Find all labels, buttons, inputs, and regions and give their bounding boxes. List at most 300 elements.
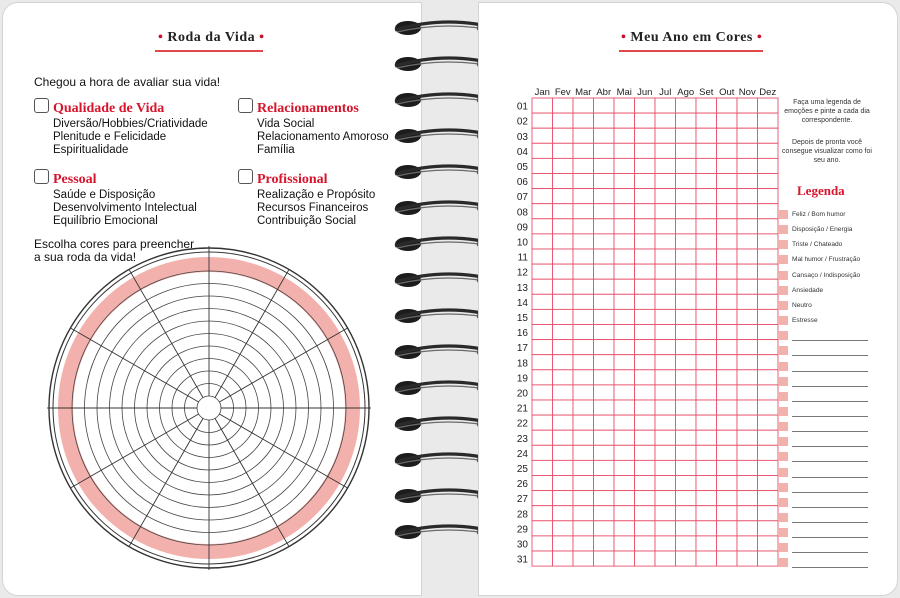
day-cell[interactable] — [737, 143, 758, 158]
day-cell[interactable] — [676, 400, 697, 415]
day-cell[interactable] — [758, 309, 779, 324]
day-cell[interactable] — [532, 491, 553, 506]
day-cell[interactable] — [594, 309, 615, 324]
day-cell[interactable] — [573, 174, 594, 189]
day-cell[interactable] — [717, 445, 738, 460]
day-cell[interactable] — [717, 355, 738, 370]
day-cell[interactable] — [676, 128, 697, 143]
day-cell[interactable] — [696, 460, 717, 475]
day-cell[interactable] — [655, 476, 676, 491]
day-cell[interactable] — [532, 536, 553, 551]
day-cell[interactable] — [573, 158, 594, 173]
day-cell[interactable] — [532, 249, 553, 264]
day-cell[interactable] — [655, 536, 676, 551]
day-cell[interactable] — [676, 430, 697, 445]
day-cell[interactable] — [594, 174, 615, 189]
day-cell[interactable] — [696, 279, 717, 294]
day-cell[interactable] — [532, 204, 553, 219]
day-cell[interactable] — [717, 128, 738, 143]
day-cell[interactable] — [635, 264, 656, 279]
day-cell[interactable] — [717, 325, 738, 340]
day-cell[interactable] — [676, 370, 697, 385]
day-cell[interactable] — [594, 340, 615, 355]
day-cell[interactable] — [594, 355, 615, 370]
day-cell[interactable] — [532, 551, 553, 566]
day-cell[interactable] — [532, 98, 553, 113]
day-cell[interactable] — [676, 309, 697, 324]
day-cell[interactable] — [758, 189, 779, 204]
day-cell[interactable] — [696, 491, 717, 506]
day-cell[interactable] — [594, 491, 615, 506]
day-cell[interactable] — [635, 415, 656, 430]
day-cell[interactable] — [676, 476, 697, 491]
legend-swatch[interactable] — [778, 225, 788, 234]
day-cell[interactable] — [696, 128, 717, 143]
day-cell[interactable] — [614, 98, 635, 113]
day-cell[interactable] — [737, 506, 758, 521]
day-cell[interactable] — [717, 415, 738, 430]
day-cell[interactable] — [553, 521, 574, 536]
day-cell[interactable] — [553, 309, 574, 324]
day-cell[interactable] — [737, 294, 758, 309]
day-cell[interactable] — [553, 234, 574, 249]
legend-swatch[interactable] — [778, 346, 788, 355]
day-cell[interactable] — [635, 204, 656, 219]
day-cell[interactable] — [573, 370, 594, 385]
legend-swatch[interactable] — [778, 528, 788, 537]
day-cell[interactable] — [696, 506, 717, 521]
day-cell[interactable] — [717, 174, 738, 189]
day-cell[interactable] — [737, 460, 758, 475]
day-cell[interactable] — [532, 158, 553, 173]
legend-swatch[interactable] — [778, 407, 788, 416]
day-cell[interactable] — [655, 551, 676, 566]
day-cell[interactable] — [635, 234, 656, 249]
day-cell[interactable] — [737, 204, 758, 219]
day-cell[interactable] — [532, 430, 553, 445]
day-cell[interactable] — [532, 385, 553, 400]
day-cell[interactable] — [532, 445, 553, 460]
day-cell[interactable] — [553, 219, 574, 234]
day-cell[interactable] — [573, 385, 594, 400]
day-cell[interactable] — [758, 204, 779, 219]
day-cell[interactable] — [696, 264, 717, 279]
day-cell[interactable] — [655, 174, 676, 189]
day-cell[interactable] — [553, 249, 574, 264]
day-cell[interactable] — [758, 325, 779, 340]
day-cell[interactable] — [717, 506, 738, 521]
day-cell[interactable] — [573, 430, 594, 445]
day-cell[interactable] — [614, 249, 635, 264]
day-cell[interactable] — [594, 264, 615, 279]
day-cell[interactable] — [758, 370, 779, 385]
day-cell[interactable] — [737, 491, 758, 506]
day-cell[interactable] — [758, 415, 779, 430]
day-cell[interactable] — [635, 249, 656, 264]
day-cell[interactable] — [635, 189, 656, 204]
day-cell[interactable] — [573, 476, 594, 491]
day-cell[interactable] — [594, 128, 615, 143]
legend-swatch[interactable] — [778, 240, 788, 249]
year-grid[interactable] — [509, 81, 779, 571]
day-cell[interactable] — [573, 400, 594, 415]
day-cell[interactable] — [635, 430, 656, 445]
day-cell[interactable] — [696, 309, 717, 324]
legend-blank-line[interactable] — [792, 492, 868, 493]
day-cell[interactable] — [594, 219, 615, 234]
legend-swatch[interactable] — [778, 286, 788, 295]
day-cell[interactable] — [696, 113, 717, 128]
legend-swatch[interactable] — [778, 301, 788, 310]
day-cell[interactable] — [655, 340, 676, 355]
day-cell[interactable] — [553, 264, 574, 279]
day-cell[interactable] — [758, 536, 779, 551]
day-cell[interactable] — [614, 491, 635, 506]
day-cell[interactable] — [758, 340, 779, 355]
legend-blank-line[interactable] — [792, 386, 868, 387]
day-cell[interactable] — [573, 113, 594, 128]
day-cell[interactable] — [737, 189, 758, 204]
day-cell[interactable] — [676, 189, 697, 204]
day-cell[interactable] — [594, 143, 615, 158]
day-cell[interactable] — [655, 143, 676, 158]
day-cell[interactable] — [676, 551, 697, 566]
day-cell[interactable] — [717, 340, 738, 355]
day-cell[interactable] — [655, 400, 676, 415]
day-cell[interactable] — [717, 491, 738, 506]
day-cell[interactable] — [553, 158, 574, 173]
day-cell[interactable] — [553, 370, 574, 385]
day-cell[interactable] — [717, 234, 738, 249]
day-cell[interactable] — [614, 279, 635, 294]
day-cell[interactable] — [717, 370, 738, 385]
day-cell[interactable] — [676, 174, 697, 189]
day-cell[interactable] — [737, 128, 758, 143]
day-cell[interactable] — [696, 430, 717, 445]
day-cell[interactable] — [614, 189, 635, 204]
legend-blank-line[interactable] — [792, 401, 868, 402]
day-cell[interactable] — [573, 264, 594, 279]
day-cell[interactable] — [614, 143, 635, 158]
legend-blank-line[interactable] — [792, 552, 868, 553]
legend-blank-line[interactable] — [792, 416, 868, 417]
day-cell[interactable] — [573, 279, 594, 294]
day-cell[interactable] — [655, 491, 676, 506]
day-cell[interactable] — [614, 385, 635, 400]
day-cell[interactable] — [696, 385, 717, 400]
day-cell[interactable] — [758, 521, 779, 536]
day-cell[interactable] — [594, 445, 615, 460]
day-cell[interactable] — [676, 234, 697, 249]
day-cell[interactable] — [635, 158, 656, 173]
day-cell[interactable] — [553, 430, 574, 445]
day-cell[interactable] — [655, 219, 676, 234]
day-cell[interactable] — [655, 189, 676, 204]
day-cell[interactable] — [635, 279, 656, 294]
day-cell[interactable] — [696, 476, 717, 491]
legend-blank-line[interactable] — [792, 340, 868, 341]
day-cell[interactable] — [614, 325, 635, 340]
day-cell[interactable] — [737, 234, 758, 249]
day-cell[interactable] — [676, 536, 697, 551]
day-cell[interactable] — [676, 113, 697, 128]
legend-blank-line[interactable] — [792, 461, 868, 462]
day-cell[interactable] — [614, 113, 635, 128]
day-cell[interactable] — [553, 491, 574, 506]
day-cell[interactable] — [655, 430, 676, 445]
day-cell[interactable] — [532, 174, 553, 189]
day-cell[interactable] — [635, 128, 656, 143]
day-cell[interactable] — [655, 158, 676, 173]
day-cell[interactable] — [717, 279, 738, 294]
day-cell[interactable] — [717, 400, 738, 415]
day-cell[interactable] — [655, 249, 676, 264]
day-cell[interactable] — [696, 340, 717, 355]
day-cell[interactable] — [758, 294, 779, 309]
day-cell[interactable] — [717, 219, 738, 234]
day-cell[interactable] — [553, 400, 574, 415]
day-cell[interactable] — [635, 400, 656, 415]
day-cell[interactable] — [635, 536, 656, 551]
day-cell[interactable] — [676, 385, 697, 400]
day-cell[interactable] — [717, 536, 738, 551]
day-cell[interactable] — [553, 385, 574, 400]
day-cell[interactable] — [573, 309, 594, 324]
day-cell[interactable] — [676, 204, 697, 219]
day-cell[interactable] — [553, 445, 574, 460]
day-cell[interactable] — [594, 400, 615, 415]
day-cell[interactable] — [573, 551, 594, 566]
day-cell[interactable] — [635, 219, 656, 234]
day-cell[interactable] — [614, 521, 635, 536]
day-cell[interactable] — [614, 551, 635, 566]
legend-swatch[interactable] — [778, 377, 788, 386]
day-cell[interactable] — [717, 309, 738, 324]
day-cell[interactable] — [553, 536, 574, 551]
day-cell[interactable] — [758, 219, 779, 234]
day-cell[interactable] — [737, 219, 758, 234]
day-cell[interactable] — [696, 189, 717, 204]
day-cell[interactable] — [532, 309, 553, 324]
day-cell[interactable] — [655, 460, 676, 475]
day-cell[interactable] — [573, 189, 594, 204]
life-wheel[interactable] — [47, 246, 371, 570]
day-cell[interactable] — [737, 521, 758, 536]
day-cell[interactable] — [614, 158, 635, 173]
day-cell[interactable] — [676, 98, 697, 113]
day-cell[interactable] — [532, 113, 553, 128]
day-cell[interactable] — [573, 340, 594, 355]
day-cell[interactable] — [737, 355, 758, 370]
day-cell[interactable] — [655, 506, 676, 521]
day-cell[interactable] — [553, 143, 574, 158]
day-cell[interactable] — [532, 128, 553, 143]
day-cell[interactable] — [737, 430, 758, 445]
day-cell[interactable] — [758, 476, 779, 491]
day-cell[interactable] — [655, 98, 676, 113]
checkbox-profissional[interactable] — [238, 169, 253, 184]
day-cell[interactable] — [758, 264, 779, 279]
day-cell[interactable] — [594, 234, 615, 249]
day-cell[interactable] — [696, 370, 717, 385]
day-cell[interactable] — [717, 430, 738, 445]
day-cell[interactable] — [594, 476, 615, 491]
day-cell[interactable] — [614, 128, 635, 143]
day-cell[interactable] — [737, 340, 758, 355]
day-cell[interactable] — [614, 400, 635, 415]
day-cell[interactable] — [717, 189, 738, 204]
day-cell[interactable] — [696, 521, 717, 536]
day-cell[interactable] — [553, 113, 574, 128]
day-cell[interactable] — [676, 143, 697, 158]
day-cell[interactable] — [573, 506, 594, 521]
day-cell[interactable] — [553, 415, 574, 430]
day-cell[interactable] — [758, 506, 779, 521]
day-cell[interactable] — [573, 234, 594, 249]
legend-swatch[interactable] — [778, 316, 788, 325]
day-cell[interactable] — [737, 264, 758, 279]
checkbox-relacionamentos[interactable] — [238, 98, 253, 113]
legend-swatch[interactable] — [778, 543, 788, 552]
day-cell[interactable] — [717, 476, 738, 491]
day-cell[interactable] — [573, 355, 594, 370]
day-cell[interactable] — [573, 128, 594, 143]
day-cell[interactable] — [614, 445, 635, 460]
day-cell[interactable] — [676, 325, 697, 340]
day-cell[interactable] — [635, 385, 656, 400]
day-cell[interactable] — [737, 113, 758, 128]
day-cell[interactable] — [758, 385, 779, 400]
day-cell[interactable] — [696, 415, 717, 430]
day-cell[interactable] — [594, 370, 615, 385]
day-cell[interactable] — [553, 476, 574, 491]
day-cell[interactable] — [635, 445, 656, 460]
day-cell[interactable] — [676, 264, 697, 279]
legend-swatch[interactable] — [778, 392, 788, 401]
day-cell[interactable] — [676, 355, 697, 370]
day-cell[interactable] — [553, 174, 574, 189]
day-cell[interactable] — [532, 264, 553, 279]
legend-blank-line[interactable] — [792, 371, 868, 372]
day-cell[interactable] — [717, 113, 738, 128]
legend-blank-line[interactable] — [792, 477, 868, 478]
day-cell[interactable] — [758, 430, 779, 445]
day-cell[interactable] — [717, 98, 738, 113]
day-cell[interactable] — [737, 536, 758, 551]
day-cell[interactable] — [655, 234, 676, 249]
day-cell[interactable] — [614, 430, 635, 445]
day-cell[interactable] — [696, 143, 717, 158]
day-cell[interactable] — [696, 325, 717, 340]
legend-swatch[interactable] — [778, 210, 788, 219]
day-cell[interactable] — [655, 325, 676, 340]
day-cell[interactable] — [655, 294, 676, 309]
legend-swatch[interactable] — [778, 452, 788, 461]
day-cell[interactable] — [532, 189, 553, 204]
day-cell[interactable] — [758, 400, 779, 415]
day-cell[interactable] — [553, 294, 574, 309]
day-cell[interactable] — [717, 249, 738, 264]
day-cell[interactable] — [676, 506, 697, 521]
day-cell[interactable] — [737, 445, 758, 460]
day-cell[interactable] — [655, 370, 676, 385]
legend-swatch[interactable] — [778, 468, 788, 477]
day-cell[interactable] — [614, 309, 635, 324]
day-cell[interactable] — [532, 279, 553, 294]
day-cell[interactable] — [758, 143, 779, 158]
day-cell[interactable] — [655, 385, 676, 400]
day-cell[interactable] — [717, 158, 738, 173]
day-cell[interactable] — [532, 340, 553, 355]
day-cell[interactable] — [532, 325, 553, 340]
legend-swatch[interactable] — [778, 331, 788, 340]
legend-blank-line[interactable] — [792, 507, 868, 508]
day-cell[interactable] — [655, 113, 676, 128]
legend-blank-line[interactable] — [792, 537, 868, 538]
day-cell[interactable] — [737, 325, 758, 340]
day-cell[interactable] — [553, 551, 574, 566]
day-cell[interactable] — [532, 143, 553, 158]
day-cell[interactable] — [696, 551, 717, 566]
day-cell[interactable] — [594, 536, 615, 551]
day-cell[interactable] — [614, 460, 635, 475]
day-cell[interactable] — [573, 325, 594, 340]
day-cell[interactable] — [635, 294, 656, 309]
day-cell[interactable] — [594, 506, 615, 521]
day-cell[interactable] — [553, 355, 574, 370]
day-cell[interactable] — [573, 536, 594, 551]
day-cell[interactable] — [614, 355, 635, 370]
legend-swatch[interactable] — [778, 271, 788, 280]
legend-swatch[interactable] — [778, 422, 788, 431]
day-cell[interactable] — [614, 476, 635, 491]
day-cell[interactable] — [532, 219, 553, 234]
day-cell[interactable] — [573, 294, 594, 309]
day-cell[interactable] — [553, 325, 574, 340]
day-cell[interactable] — [573, 98, 594, 113]
day-cell[interactable] — [696, 249, 717, 264]
day-cell[interactable] — [717, 460, 738, 475]
day-cell[interactable] — [573, 460, 594, 475]
day-cell[interactable] — [676, 249, 697, 264]
day-cell[interactable] — [696, 536, 717, 551]
day-cell[interactable] — [758, 460, 779, 475]
legend-swatch[interactable] — [778, 513, 788, 522]
legend-swatch[interactable] — [778, 255, 788, 264]
day-cell[interactable] — [573, 521, 594, 536]
legend-blank-line[interactable] — [792, 446, 868, 447]
day-cell[interactable] — [676, 415, 697, 430]
day-cell[interactable] — [696, 294, 717, 309]
day-cell[interactable] — [614, 506, 635, 521]
day-cell[interactable] — [717, 521, 738, 536]
day-cell[interactable] — [737, 158, 758, 173]
day-cell[interactable] — [676, 445, 697, 460]
day-cell[interactable] — [696, 158, 717, 173]
day-cell[interactable] — [594, 204, 615, 219]
day-cell[interactable] — [676, 340, 697, 355]
day-cell[interactable] — [696, 445, 717, 460]
day-cell[interactable] — [737, 249, 758, 264]
day-cell[interactable] — [614, 264, 635, 279]
day-cell[interactable] — [635, 113, 656, 128]
day-cell[interactable] — [635, 506, 656, 521]
day-cell[interactable] — [553, 279, 574, 294]
day-cell[interactable] — [553, 506, 574, 521]
day-cell[interactable] — [614, 536, 635, 551]
day-cell[interactable] — [758, 551, 779, 566]
day-cell[interactable] — [635, 174, 656, 189]
